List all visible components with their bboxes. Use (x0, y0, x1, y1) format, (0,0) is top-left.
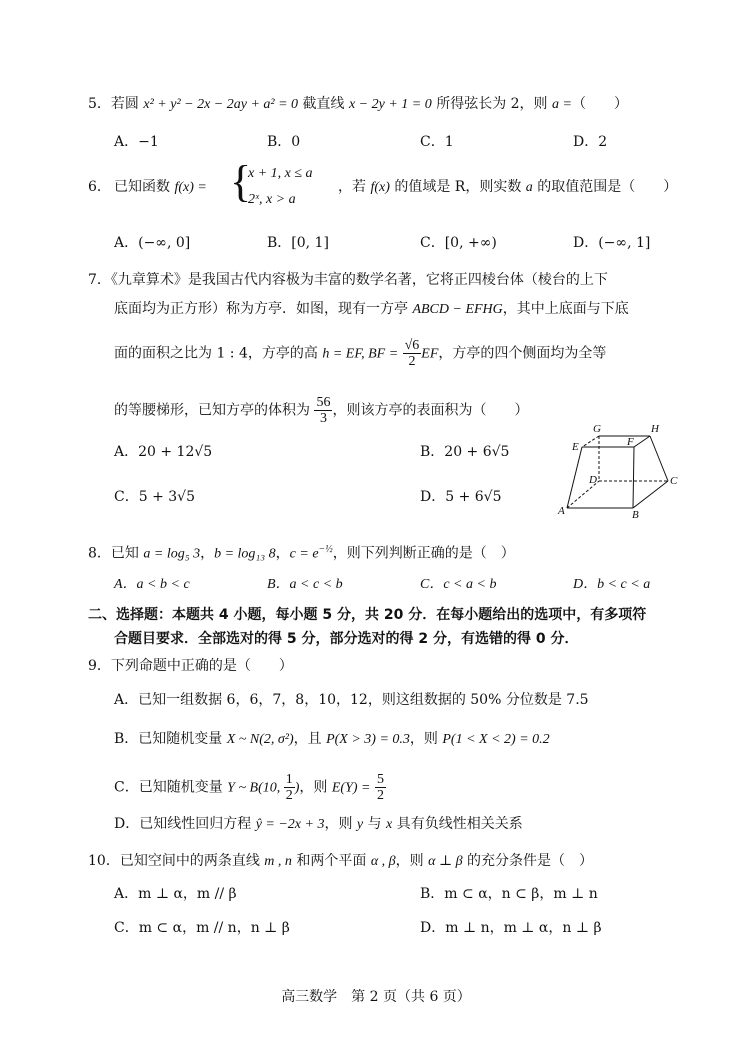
question-8-stem: 8．已知 a = log₅ 3，b = log₁₃ 8，$c = e^{-\frac{1}{2}}$，则下列判断正确的是（ ） (88, 544, 515, 562)
q8-option-a: A．a < b < c (114, 577, 190, 592)
question-6-num: 6． (88, 179, 111, 195)
edge-fb (633, 447, 634, 508)
q9-option-c: C．已知随机变量 Y ~ B(10, $\frac{1}{2}$ )，则 E(Y) = $\frac{5}{2}$ (114, 772, 384, 803)
question-6-lead: 已知函数 f(x) = (114, 179, 207, 195)
label-f: F (627, 436, 634, 448)
fraction-sqrt6-over-2: $\frac{√6}{2}$ (404, 338, 420, 369)
edge-ea (567, 447, 582, 508)
q6-option-c: C．[0, +∞) (420, 235, 497, 251)
q6-option-b: B．[0, 1] (267, 235, 329, 251)
q10-option-a: A．m ⊥ α，m // β (114, 886, 237, 902)
q9-option-b: B．已知随机变量 X ~ N(2, σ²)，且 P(X > 3) = 0.3，则 P(1 < X < 2) = 0.2 (114, 731, 550, 747)
q7-option-b: B．20 + 6√5 (420, 444, 510, 460)
q10-option-b: B．m ⊂ α，n ⊂ β，m ⊥ n (420, 886, 598, 902)
q10-option-d: D．m ⊥ n，m ⊥ α，n ⊥ β (420, 920, 602, 936)
label-g: G (593, 423, 601, 435)
q8-option-b: B．a < c < b (267, 577, 343, 592)
label-d: D (589, 474, 597, 486)
edge-bc (633, 481, 668, 508)
question-7-line-4: 的等腰梯形，已知方亭的体积为 $\frac{56}{3}$ ，则该方亭的表面积为（ ） (114, 395, 529, 426)
page-footer: 高三数学 第 2 页（共 6 页） (281, 989, 471, 1005)
q5-option-d: D．2 (573, 134, 608, 150)
q6-option-a: A．(−∞, 0] (114, 235, 191, 251)
question-10-stem: 10．已知空间中的两条直线 m , n 和两个平面 α , β，则 α ⊥ β 的充分条件是（ ） (88, 853, 594, 869)
label-c: C (670, 475, 678, 487)
label-h: H (651, 423, 659, 435)
q7-option-a: A．20 + 12√5 (114, 444, 213, 460)
q5-option-c: C．1 (420, 134, 454, 150)
fraction-1-over-2: $\frac{1}{2}$ (285, 772, 293, 803)
q6-option-d: D．(−∞, 1] (573, 235, 651, 251)
question-5-stem: 5．若圆 x² + y² − 2x − 2ay + a² = 0 截直线 x − 2y + 1 = 0 所得弦长为 2，则 a =（ ） (88, 96, 628, 112)
question-7-line-3: 面的面积之比为 1 : 4，方亭的高 h = EF, BF = $\frac{√6}{2}$ EF，方亭的四个侧面均为全等 (114, 338, 607, 369)
q9-option-a: A．已知一组数据 6，6，7，8，10，12，则这组数据的 50% 分位数是 7.5 (114, 692, 589, 708)
section-2-instructions-line-2: 合题目要求．全部选对的得 5 分，部分选对的得 2 分，有选错的得 0 分． (114, 631, 579, 647)
q10-option-c: C．m ⊂ α，m // n，n ⊥ β (114, 920, 290, 936)
fraction-5-over-2: $\frac{5}{2}$ (376, 772, 384, 803)
question-7-line-2: 底面均为正方形）称为方亭．如图，现有一方亭 ABCD − EFHG，其中上底面与下底 (114, 301, 629, 317)
q7-option-d: D．5 + 6√5 (420, 489, 502, 505)
q5-option-a: A．−1 (114, 134, 159, 150)
piecewise-case-2: 2ˣ, x > a (248, 192, 296, 207)
question-7-line-1: 7．《九章算术》是我国古代内容极为丰富的数学名著，它将正四棱台体（棱台的上下 (88, 272, 608, 288)
label-a: A (558, 505, 565, 517)
frustum-figure (555, 420, 690, 520)
piecewise-case-1: x + 1, x ≤ a (248, 166, 313, 181)
q8-option-c: C．c < a < b (420, 577, 497, 592)
q9-option-d: D．已知线性回归方程 ŷ = −2x + 3，则 y 与 x 具有负线性相关关系 (114, 816, 523, 832)
label-b: B (632, 509, 639, 520)
label-e: E (572, 441, 579, 453)
section-2-instructions-line-1: 二、选择题：本题共 4 小题，每小题 5 分，共 20 分．在每小题给出的选项中，有多项符 (88, 607, 647, 623)
fraction-56-over-3: $\frac{56}{3}$ (316, 395, 331, 426)
question-6-tail: ，若 f(x) 的值域是 R，则实数 a 的取值范围是（ ） (338, 179, 678, 195)
q8-option-d: D．b < c < a (573, 577, 651, 592)
q7-option-c: C．5 + 3√5 (114, 489, 195, 505)
piecewise-brace: { (230, 157, 252, 206)
edge-hc (650, 436, 668, 481)
question-9-stem: 9．下列命题中正确的是（ ） (88, 658, 293, 674)
edge-ge-dashed (582, 436, 599, 447)
edge-hf (634, 436, 650, 447)
q5-option-b: B．0 (267, 134, 301, 150)
